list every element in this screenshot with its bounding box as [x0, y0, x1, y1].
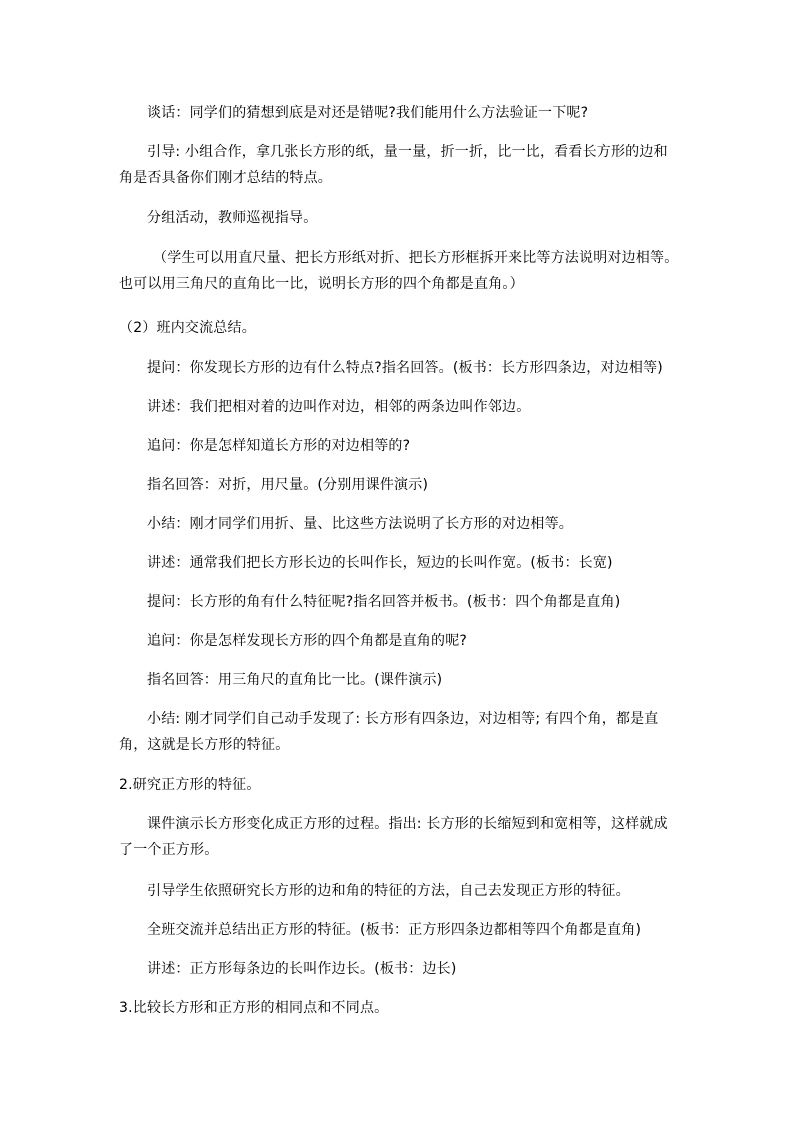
paragraph-discussion: 谈话：同学们的猜想到底是对还是错呢?我们能用什么方法验证一下呢? [147, 105, 589, 121]
paragraph-explain-side-length: 讲述：正方形每条边的长叫作边长。(板书：边长) [147, 961, 457, 977]
paragraph-answer-fold: 指名回答：对折，用尺量。(分别用课件演示) [147, 477, 429, 493]
paragraph-section-class-summary: （2）班内交流总结。 [119, 320, 256, 336]
paragraph-followup-sides: 追问：你是怎样知道长方形的对边相等的? [147, 438, 411, 454]
paragraph-section-compare: 3.比较长方形和正方形的相同点和不同点。 [119, 1000, 389, 1016]
paragraph-followup-angles: 追问：你是怎样发现长方形的四个角都是直角的呢? [147, 633, 468, 649]
paragraph-guidance: 引导: 小组合作，拿几张长方形的纸，量一量，折一折，比一比，看看长方形的边和角是否具备你们刚才总结的特点。 [119, 144, 668, 186]
paragraph-class-exchange: 全班交流并总结出正方形的特征。(板书：正方形四条边都相等四个角都是直角) [147, 922, 642, 938]
paragraph-section-square: 2.研究正方形的特征。 [119, 777, 261, 793]
paragraph-student-methods: （学生可以用直尺量、把长方形纸对折、把长方形框拆开来比等方法说明对边相等。也可以用三角尺的直角比一比，说明长方形的四个角都是直角。） [119, 250, 679, 292]
paragraph-explain-opposite-sides: 讲述：我们把相对着的边叫作对边，相邻的两条边叫作邻边。 [147, 399, 531, 415]
paragraph-question-angles: 提问：长方形的角有什么特征呢?指名回答并板书。(板书：四个角都是直角) [147, 594, 621, 610]
paragraph-guide-square: 引导学生依照研究长方形的边和角的特征的方法，自己去发现正方形的特征。 [147, 883, 630, 899]
paragraph-explain-length-width: 讲述：通常我们把长方形长边的长叫作长，短边的长叫作宽。(板书：长宽) [147, 555, 613, 571]
paragraph-demo-transform: 课件演示长方形变化成正方形的过程。指出: 长方形的长缩短到和宽相等，这样就成了一个正方形。 [119, 816, 668, 858]
paragraph-answer-triangle: 指名回答：用三角尺的直角比一比。(课件演示) [147, 672, 443, 688]
paragraph-group-activity: 分组活动，教师巡视指导。 [147, 210, 318, 226]
paragraph-summary-sides: 小结：刚才同学们用折、量、比这些方法说明了长方形的对边相等。 [147, 516, 573, 532]
paragraph-question-sides: 提问：你发现长方形的边有什么特点?指名回答。(板书：长方形四条边，对边相等) [147, 360, 663, 376]
paragraph-rectangle-summary: 小结: 刚才同学们自己动手发现了: 长方形有四条边，对边相等; 有四个角，都是直角，这就是长方形的特征。 [119, 711, 659, 753]
